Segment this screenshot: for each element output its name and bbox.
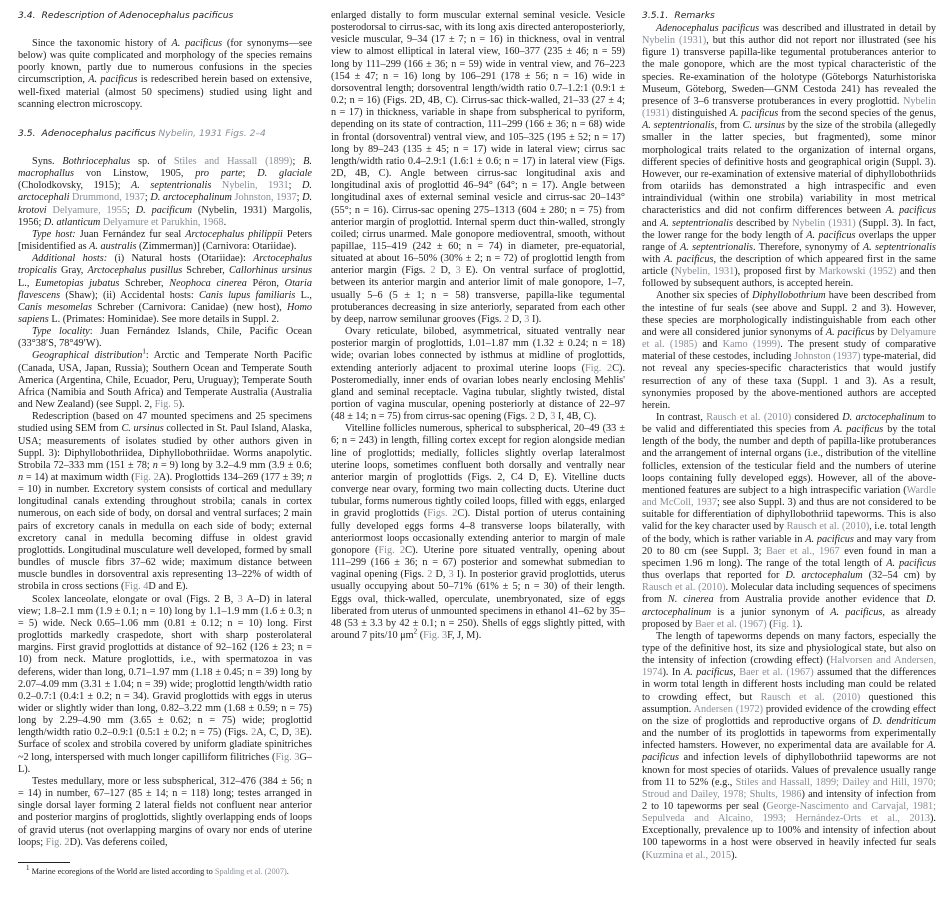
text-run: ). In — [662, 667, 684, 679]
text-run: type-material, did not reveal any species-specific characteristics that would justify resurrection of any of these taxa (Suppl. 1 and 3). As a result, synonymies proposed by the above-mentioned authors are accepted herein. — [642, 351, 936, 411]
paragraph — [642, 412, 936, 631]
italic-term: D. dendriticum — [872, 715, 936, 727]
text-run: The length of tapeworms depends on many factors, especially the type of the definitive host, its size and physiological state, but also on the intensity of infection (crowding effect) ( — [642, 630, 936, 667]
text-run: C). Uterine pore situated ventrally, opening about 111–299 (166 ± 36; n = 67) posterior and somewhat submedian to vaginal opening (Figs. — [331, 544, 625, 581]
reference-link[interactable]: Halvorsen and Andersen, 1974 — [642, 655, 937, 679]
reference-link[interactable]: 2 — [427, 569, 433, 581]
paragraph — [642, 290, 936, 412]
text-run: D, — [535, 411, 551, 423]
italic-term: A. pacificus — [805, 533, 854, 545]
paragraph — [18, 411, 312, 593]
italic-term: Arctocephalus tropicalis — [18, 253, 312, 277]
italic-term: D. glaciale — [257, 168, 312, 180]
reference-link[interactable]: Fig. 2 — [45, 836, 70, 848]
text-run: L., — [18, 277, 36, 289]
paragraph — [18, 594, 312, 776]
column-middle — [331, 10, 625, 642]
text-run: . — [286, 867, 289, 876]
text-run: collected in St. Paul Island, Alaska, USA; measurements of isolates studied by other authors given in Suppl. 3): Diphyllobothriidea, Diphyllobothriidae. Worms anapolytic. Strobila 72–333 mm (151 ± 78; — [18, 423, 313, 471]
text-run: , i.e. total length of the body, which is rather variable in — [642, 521, 936, 545]
italic-term: Otaria flavescens — [18, 277, 313, 301]
italic-term: Geographical distribution — [32, 350, 143, 362]
text-run: and — [642, 217, 661, 229]
text-run: A). Proglottids 134–269 (177 ± 39; — [158, 472, 307, 483]
text-run: (32–54 cm) by — [862, 570, 936, 582]
text-run: D, — [509, 313, 525, 325]
italic-term: B. macrophallus — [18, 155, 312, 180]
text-run: (i) Natural hosts (Otariidae): — [107, 253, 254, 265]
text-run: from the second species of the genus, — [778, 108, 937, 120]
italic-term: n — [152, 459, 158, 471]
text-run: sp. of — [130, 155, 174, 167]
reference-link[interactable]: Fig. 1 — [772, 618, 797, 630]
text-run: F, J, M). — [447, 629, 482, 641]
text-run: ( — [417, 629, 424, 641]
text-run: Scolex lanceolate, elongate or oval (Figs. 2 B, — [32, 593, 238, 605]
text-run: G–L). — [18, 751, 312, 775]
footnote-marker[interactable]: 2 — [413, 627, 418, 636]
italic-term: A. septentrionalis — [679, 241, 754, 253]
italic-term: A. septentrionalis — [642, 120, 715, 132]
italic-term: A. pacificus — [886, 557, 936, 569]
text-run: and then followed by subsequent authors, is accepted herein. — [642, 266, 936, 290]
text-run: and the number of its proglottids in tapeworms from experimentally infected hamsters. However, no experimental data are available for — [642, 728, 936, 752]
italic-term: D. pacificum — [135, 204, 193, 216]
text-run: with — [642, 253, 664, 265]
text-run: is a junior synonym of — [711, 606, 831, 618]
italic-term: Canis mesomelas — [18, 301, 93, 313]
italic-term: D. arctocephalinum — [150, 192, 232, 204]
paragraph — [331, 326, 625, 423]
text-run: assumed that the differences in worm total length in different hosts including man could be related to crowding effect, but — [642, 667, 937, 703]
text-run: and may vary from 20 to 80 cm (see Suppl. 3; — [642, 533, 936, 557]
text-run: overlaps the upper range of — [642, 229, 936, 253]
text-run: E). Surface of scolex and strobila covered by uniform gladiate spinitriches ~2 long, interspersed with much longer capilliform filitriches ( — [18, 727, 312, 763]
text-run: . Molecular data including sequences of specimens from — [642, 582, 936, 606]
reference-link[interactable]: 2 — [530, 411, 536, 423]
reference-link[interactable]: Rausch et al. (2010) — [786, 521, 870, 533]
reference-link[interactable]: Delyamure et al. (1985) — [642, 326, 936, 351]
reference-link[interactable]: Baer et al. (1967) — [739, 667, 814, 679]
text-run: (for synonyms—see below) was quite complicated and morphology of the species remains poorly known, partly due to numerous confusions in the species circumscription, — [18, 38, 312, 86]
text-run: was described and illustrated in detail by — [759, 23, 936, 34]
text-run: distinguished — [669, 108, 730, 120]
text-run: Vitelline follicles numerous, spherical to subspherical, 20–49 (33 ± 6; n = 243) in length, filling cortex except for region alongside median line of proglottids; medially, follicles slightly overlap lateralmost uterine loops, sometimes confluent both dorsally and ventrally near anterior margin of proglottids (Figs. 2, C4 D, E). Vitelline ducts converge near ovary, forming two main collecting ducts. Uterine duct tubular, forms numerous tightly coiled loops, filled with eggs, enlarged in gravid proglottids ( — [331, 423, 625, 520]
reference-link[interactable]: Rausch et al. (2010) — [642, 582, 726, 594]
text-run: from Australia provide another evidence that — [713, 594, 927, 606]
text-run: L. (Primates: Hominidae). See more details in Suppl. 2. — [48, 313, 280, 325]
reference-link[interactable]: Johnston, 1937 — [234, 192, 297, 204]
footnote-text — [18, 866, 312, 877]
italic-term: D. arctocephali — [18, 180, 312, 204]
text-run: Schreber, — [182, 265, 229, 277]
italic-term: N. cinerea — [667, 594, 714, 606]
text-run: described by — [732, 217, 793, 229]
text-run: by the size of the strobila (allegedly smaller in the latter species, but fragmented), some minor morphological traits related to the organization of internal organs, different species of definitive hosts and geographical origin (Suppl. 3). However, our re-examination of extensive material of diphyllobothriids from otariids has demonstrated a high intraspecific and even intraindividual (within one strobila) variability in most metrical characteristics and did not confirm differences between — [642, 120, 936, 217]
reference-link[interactable]: Spalding et al. (2007) — [214, 867, 287, 876]
reference-link[interactable]: Fig. 2 — [378, 544, 406, 556]
italic-term: Eumetopias jubatus — [35, 277, 120, 289]
section-title: Redescription of Adenocephalus pacificus — [41, 10, 234, 21]
column-right — [642, 10, 936, 862]
text-run: ; — [144, 192, 151, 204]
italic-term: A. pacificus — [171, 38, 223, 49]
reference-link[interactable]: 3 — [524, 313, 530, 325]
text-run: C). Distal portion of uterus containing fully developed eggs forms 4–8 transverse loops bilaterally, with anteriormost loops occasionally extending anterior to margin of male gonopore ( — [331, 508, 626, 556]
reference-link[interactable]: 2 — [430, 265, 436, 277]
section-heading — [642, 10, 936, 22]
section-heading — [18, 10, 312, 22]
text-run: ). Exceptionally, prevalence up to 100% and intensity of infection about 100 tapeworms in a host were observed in heavily infected fur seals ( — [642, 813, 936, 861]
reference-link[interactable]: 3 — [550, 411, 556, 423]
paragraph — [18, 229, 312, 253]
text-run: Since the taxonomic history of — [32, 38, 172, 49]
reference-link[interactable]: 2 — [504, 313, 510, 325]
italic-term: Diphyllobothrium — [752, 290, 826, 302]
text-run: ; — [242, 168, 258, 180]
text-run: In contrast, — [656, 412, 707, 423]
text-run: D). Vas deferens coiled, — [69, 836, 168, 848]
text-run: provided evidence of the crowding effect on the size of proglottids and reproductive organs of — [642, 703, 936, 727]
paragraph — [642, 23, 936, 290]
italic-term: Callorhinus ursinus — [228, 265, 312, 277]
italic-term: Arctocephalus pusillus — [87, 265, 183, 277]
italic-term: A. pacificus — [88, 74, 138, 86]
footnote-marker[interactable]: 1 — [142, 348, 146, 357]
italic-term: A. pacificus — [663, 253, 714, 265]
text-run: , as already proposed by — [642, 606, 936, 630]
italic-term: D. arctocephalinum — [842, 412, 925, 423]
paragraph — [18, 350, 312, 411]
footnote-rule — [18, 862, 70, 863]
italic-term: A. septentrionalis — [131, 180, 212, 192]
text-run: have been described from the intestine of fur seals (see above and Suppl. 2 and 3). However, these species are morphologically indistinguishable from each other and were all considered junior synonyms of — [642, 290, 936, 338]
text-run: Ovary reticulate, bilobed, asymmetrical, situated ventrally near posterior margin of proglottids, 1.01–1.87 mm (1.32 ± 0.24; n = 18) wide; ovarian lobes connected by isthmus at midline of proglottids, extending anteriorly adjacent to proximal uterine loops ( — [331, 326, 625, 374]
text-run: Juan Fernández fur seal — [75, 228, 186, 240]
section-heading — [18, 128, 312, 140]
text-run: ). — [731, 849, 738, 861]
text-run: questioned this assumption. — [642, 691, 937, 715]
text-run: Another six species of — [656, 290, 753, 302]
paragraph — [642, 631, 936, 862]
italic-term: A. australis — [89, 241, 137, 253]
text-run: ), proposed first by — [734, 266, 819, 278]
italic-term: pro parte — [195, 168, 243, 180]
italic-term: A. pacificus — [825, 326, 875, 338]
text-run: A–D) in lateral view; 1.8–2.1 mm (1.9 ± 0.1; n = 10) long by 1.1–1.9 mm (1.6 ± 0.3; n = 5) wide. Neck 0.65–1.06 mm (0.81 ± 0.12; n = 10) long. First proglottids markedly craspedote, short with sharp posterolateral margins. First gravid proglottids at distance of 92–162 (126 ± 23; n = 10) from neck. Mature proglottids, i.e., with spermatozoa in vas deferens, wider than long, 0.71–1.97 mm (1.18 ± 0.45; n = 39) long by 2.07–4.09 mm (3.31 ± 1.04; n = 39) wide; proglottid length/width ratio 0.2–0.7:1 (0.4:1 ± 0.2; n = 34). Gravid proglottids with eggs in uterus wider or slightly wider than long, 0.82–3.22 mm (1.68 ± 0.59; n = 75) long by 2.29–4.90 mm (3.65 ± 0.62; n = 75) wide; proglottid length/width ratio 0.2–0.9:1 (0.5:1 ± 0.2; n = 75) (Figs. — [18, 593, 312, 739]
reference-link[interactable]: Fig. 3 — [423, 629, 448, 641]
reference-link[interactable]: Rausch et al. (2010) — [760, 691, 861, 703]
italic-term: A. pacificus — [806, 229, 856, 241]
text-run: : Juan Fernández Islands, Chile, Pacific Ocean (33°38′S, 78°49′W). — [18, 326, 313, 350]
reference-link[interactable]: Nybelin (1931) — [642, 35, 707, 47]
text-run: L., — [295, 289, 312, 301]
italic-term: C. ursinus — [742, 120, 785, 132]
reference-link[interactable]: 3 — [237, 593, 243, 605]
text-run: von Linstow, 1905, — [74, 168, 196, 180]
text-run: ; — [296, 192, 303, 204]
text-run: enlarged distally to form muscular external seminal vesicle. Vesicle posterodorsal to cirrus-sac, with its long axis directed anteroposteriorly, vesicle muscular, 9–34 (17 ± 7; n = 16) in thickness, oval in ventral view to almost elliptical in lateral view, 160–377 (235 ± 46; n = 59) long by 111–299 (166 ± 36; n = 59) wide in ventral view, and 76–223 (154 ± 47; n = 16) long by 106–291 (178 ± 56; n = 16) wide in dorsoventral length; dorsoventral length/width ratio 0.7–1.2:1 (0.9:1 ± 0.2; n = 16) (Figs. 2D, 4B, C). Cirrus-sac thick-walled, 21–33 (27 ± 4; n = 17) in thickness, variable in shape from subspherical to pyriform, depending on its state of contraction, 111–299 (166 ± 36; n = 68) wide in frontal (dorsoventral) ventral view, and 105–325 (195 ± 52; n = 17) long by 89–243 (135 ± 45; n = 17) wide in lateral view; cirrus sac length/width ratio 0.4–2.9:1 (1.6:1 ± 0.6; n = 17) in lateral view (Figs. 2D, 4B, C). Angle between cirrus-sac longitudinal axis and longitudinal axis of proglottid 46–94° (64°; n = 17). Angle between longitudinal axes of external seminal vesicle and cirrus-sac 20–143° (55°; n = 16). Cirrus-sac opening 275–1313 (604 ± 280; n = 75) from anterior margin of proglottid. Internal sperm duct thin-walled, strongly coiled; cirrus unarmed. Male gonopore medioventral, smooth, without papillae, 115–419 (242 ± 60; n = 74) in diameter, pre-equatorial, situated at about 16–50% (30% ± 2; n = 72) of proglottid length from anterior margin (Figs. — [331, 10, 625, 277]
italic-term: Type locality — [32, 326, 90, 338]
italic-term: A. pacificus — [642, 740, 936, 764]
text-run: Gray, — [56, 265, 88, 277]
italic-term: C. ursinus — [121, 423, 164, 435]
text-run: Peters [misidentified as — [18, 228, 312, 253]
footnote — [18, 862, 312, 877]
text-run: , from — [714, 120, 743, 132]
text-run: ; — [288, 180, 303, 192]
text-run: D, — [435, 265, 456, 277]
section-title: Adenocephalus pacificus — [41, 127, 156, 139]
reference-link[interactable]: Fig. 5 — [154, 399, 179, 411]
text-run: even found in man a specimen 1.96 m long). The range of the total length of — [642, 545, 936, 569]
reference-link[interactable]: Fig. 4 — [124, 581, 149, 593]
text-run: considered — [791, 412, 843, 423]
text-run: E). On ventral surface of proglottid, between its anterior margin and anterior limit of male gonopore, 1–7, usually 5–6 (5 ± 1; n = 58) transverse, papilla-like tegumental protuberances decreasing in size anteriorly, separated from each other by deep, narrow semilunar grooves (Figs. — [331, 265, 626, 325]
section-number: 3.5. — [18, 127, 36, 139]
italic-term: Arctocephalus philippii — [185, 228, 283, 240]
reference-link[interactable]: Delyamure et Parukhin, 1968 — [102, 216, 224, 228]
text-run: I, 4B, C). — [555, 411, 597, 423]
reference-link[interactable]: 3 — [294, 727, 300, 739]
text-run: thus overlaps that reported for — [642, 570, 786, 582]
text-run: , but this author did not report nor illustrated (see his figure 1) transverse papilla-like tegumental protuberances anterior to the male gonopore, which are the most typical characteristic of the species. Re-examination of the holotype (Göteborgs Naturhistoriska Museum, Göteborg, Sweden—GNM Cestoda 241) has revealed the presence of 3–6 transverse protuberances in every proglottid. — [642, 35, 936, 107]
footnote-marker[interactable]: 1 — [26, 864, 30, 873]
text-run: ) and intensity of infection from 2 to 10 tapeworms per seal ( — [642, 788, 936, 812]
italic-term: A. pacificus — [683, 667, 734, 679]
text-run: ; see also Suppl. 3) and thus are not considered to be suitable for differentiation of diphyllobothriid tapeworms. This is also valid for the key character used by — [642, 497, 936, 533]
reference-link[interactable]: Andersen (1972) — [693, 703, 764, 715]
italic-term: Bothriocephalus — [62, 155, 131, 167]
text-run: A, C, D, — [256, 727, 295, 739]
text-run — [211, 180, 222, 191]
italic-term: Additional hosts: — [32, 253, 108, 265]
section-number: 3.4. — [18, 10, 36, 21]
text-run: and — [697, 339, 723, 351]
text-run: , the description of which appeared first in the same article ( — [642, 253, 936, 278]
reference-link[interactable]: Nybelin, 1931 Figs. 2–4 — [155, 127, 266, 139]
italic-term: Type host: — [32, 228, 76, 240]
text-run: = 9) long by 3.2–4.9 mm (3.9 ± 0.6; — [157, 459, 312, 471]
reference-link[interactable]: George-Nascimento and Carvajal, 1981; Sepulveda and Alcaino, 1993; Hernández-Orts et al., 2013 — [642, 801, 937, 825]
italic-term: Neophoca cinerea — [169, 277, 247, 289]
italic-term: D. arctocephalum — [785, 570, 863, 582]
text-run: (Cholodkovsky, 1915); — [18, 180, 132, 192]
text-run: ; — [292, 155, 304, 167]
reference-link[interactable]: Johnston (1937) — [794, 351, 861, 363]
text-run: Redescription (based on 47 mounted specimens and 25 specimens studied using SEM from — [18, 411, 312, 435]
text-run: Schreber (Carnivora: Canidae) (new host), — [92, 301, 287, 313]
text-run: (Zimmerman)] (Carnivora: Otariidae). — [136, 241, 297, 253]
reference-link[interactable]: Rausch et al. (2010) — [706, 412, 792, 423]
italic-term: A. pacificus — [885, 205, 936, 217]
text-run: Schreber, — [119, 277, 170, 289]
reference-link[interactable]: Nybelin (1931) — [642, 95, 936, 120]
text-run: = 10) in number. Excretory system consists of cortical and medullary longitudinal canals extending throughout strobila; canals in cortex numerous, on each side of body, on dorsal and ventral surfaces; 2 main pairs of excretory canals in medulla on each side of body; external excretory canal in medulla becoming diffuse in oldest gravid proglottids. Longitudinal musculature well developed, formed by small bundles of muscle fibrs 37–62 wide; maximum distance between muscle bundles in dorsoventral axis representing 13–22% of width of strobila in cross sections ( — [18, 484, 312, 593]
reference-link[interactable]: Nybelin (1931) — [792, 217, 856, 229]
text-run: (Suppl. 3). In fact, the lower range for the body length of — [642, 217, 936, 241]
italic-term: Adenocephalus pacificus — [656, 23, 760, 34]
text-run: Syns. — [32, 155, 63, 167]
text-run: = 14) at maximum width ( — [23, 472, 135, 483]
italic-term: A. pacificus — [729, 108, 779, 120]
italic-term: D. arctocephalinum — [642, 594, 936, 618]
text-run: ). — [178, 399, 185, 411]
reference-link[interactable]: Figs. 2 — [427, 508, 458, 520]
reference-link[interactable]: Stiles and Hassall (1899) — [173, 155, 293, 167]
italic-term: Homo sapiens — [18, 301, 312, 325]
reference-link[interactable]: Drummond, 1937 — [72, 192, 145, 204]
italic-term: n — [306, 472, 312, 483]
reference-link[interactable]: Delyamure, 1955 — [52, 204, 128, 216]
reference-link[interactable]: Markowski (1952) — [818, 266, 897, 278]
italic-term: A. pacificus — [833, 424, 884, 436]
italic-term: D. krotovi — [18, 192, 313, 216]
reference-link[interactable]: Baer et al., 1967 — [766, 545, 840, 557]
italic-term: A. pacificus — [830, 606, 883, 618]
reference-link[interactable]: Fig. 3 — [275, 751, 300, 763]
paragraph — [18, 776, 312, 849]
column-left — [18, 10, 312, 849]
text-run: I). — [529, 313, 542, 325]
reference-link[interactable]: Kamo (1999) — [722, 339, 781, 351]
text-run: (Nybelin, 1931) Margolis, 1956; — [18, 204, 312, 228]
reference-link[interactable]: Baer et al. (1967) — [694, 618, 767, 630]
text-run: D and E). — [148, 581, 188, 593]
text-run: (Shaw); (ii) Accidental hosts: — [60, 289, 199, 301]
italic-term: n — [18, 472, 24, 483]
reference-link[interactable]: Nybelin, 1931 — [221, 180, 289, 192]
text-run: . Therefore, synonymy of — [753, 241, 863, 253]
text-run: C). Posteromedially, inner ends of ovarian lobes nearly enclosing Mehlis' gland and seminal receptacle. Vagina tubular, slightly twisted, distal portion of vagina muscular, opening posteriorly at distance of 22–97 (48 ± 14; n = 75) from cirrus-sac opening (Figs. — [331, 362, 625, 423]
text-run: Péron, — [246, 277, 285, 289]
paragraph — [331, 10, 625, 326]
text-run: by — [874, 326, 891, 338]
text-run: . The present study of comparative material of these cestodes, including — [642, 339, 936, 363]
reference-link[interactable]: Fig. 2 — [134, 472, 159, 483]
section-title: Remarks — [674, 10, 715, 21]
paragraph — [18, 326, 312, 350]
text-run: I). In posterior gravid proglottids, uterus usually occupying about 50–71% (61% ± 5; n = 30) of their length. Eggs oval, thick-walled, operculate, unembryonated, size of eggs liberated from uterus of unmounted specimens in ethanol 41–62 by 35–48 (53 ± 3.3 by 42 ± 0.1; n = 250). Shells of eggs slightly pitted, with around 7 pits/10 μm — [331, 569, 625, 641]
reference-link[interactable]: 2 — [251, 727, 257, 739]
text-run: ( — [766, 618, 773, 630]
italic-term: Canis lupus familiaris — [198, 289, 296, 301]
text-run: by the total length of the body, the number and depth of papilla-like protuberances and the arrangement of internal organs (i.e., distribution of the vitelline follicles, extension of the testicular field and the numbers of uterine loops containing fully developed eggs). However, all of the above-mentioned features are subject to a high intraspecific variation ( — [642, 424, 936, 496]
text-run: . — [223, 216, 227, 228]
reference-link[interactable]: 3 — [455, 265, 461, 277]
text-run: Marine ecoregions of the World are listed according to — [29, 867, 215, 876]
paragraph — [18, 38, 312, 111]
text-run: ). — [796, 618, 803, 630]
reference-link[interactable]: Fig. 2 — [585, 362, 613, 374]
reference-link[interactable]: Wardle and McColl, 1937 — [642, 484, 936, 509]
paragraph — [331, 423, 625, 642]
reference-link[interactable]: 3 — [448, 569, 454, 581]
reference-link[interactable]: Nybelin, 1931 — [674, 266, 735, 278]
paragraph — [18, 253, 312, 326]
reference-link[interactable]: Kuzmina et al., 2015 — [645, 849, 732, 861]
reference-link[interactable]: Stiles and Hassall, 1899; Dailey and Hill, 1970; Stroud and Dailey, 1978; Shults, 1986 — [642, 776, 936, 800]
text-run: ; — [127, 204, 136, 216]
section-number: 3.5.1. — [642, 10, 669, 21]
text-run: to be valid and differentiated this species from — [642, 412, 936, 436]
paragraph — [18, 156, 312, 229]
italic-term: D. atlanticum — [43, 216, 101, 228]
text-run: : Arctic and Temperate North Pacific (Canada, USA, Japan, Russia); Southern Ocean and Temperate South America (Argentina, Chile, Ecuador, Peru, Uruguay); Temperate South Africa (Namibia and South Africa) and Temperate Australia (Australia and New Zealand) (see Suppl. 2, — [18, 350, 312, 411]
text-run: D, — [432, 569, 449, 581]
italic-term: A. septentrionalis — [862, 241, 936, 253]
text-run: , — [733, 667, 740, 679]
text-run: Testes medullary, more or less subspherical, 312–476 (384 ± 56; n = 14) in number, 67–127 (85 ± 14; n = 118) long; testes arranged in single dorsal layer forming 2 lateral fields not confluent near anterior and posterior margins of proglottids, slightly overlapping ends of loops of gravid uterus (not overlapping margins of ovary nor ends of uterine loops; — [18, 775, 312, 848]
text-run: is redescribed herein based on extensive, well-fixed material (almost 50 specimens) studied using light and scanning electron microscopy. — [18, 74, 312, 110]
text-run: and infection levels of diphyllobothriid tapeworms are not known for most species of otariids. Values of prevalence usually range from 11 to 52% (e.g., — [642, 752, 936, 788]
italic-term: A. septentrionalis — [660, 217, 733, 229]
